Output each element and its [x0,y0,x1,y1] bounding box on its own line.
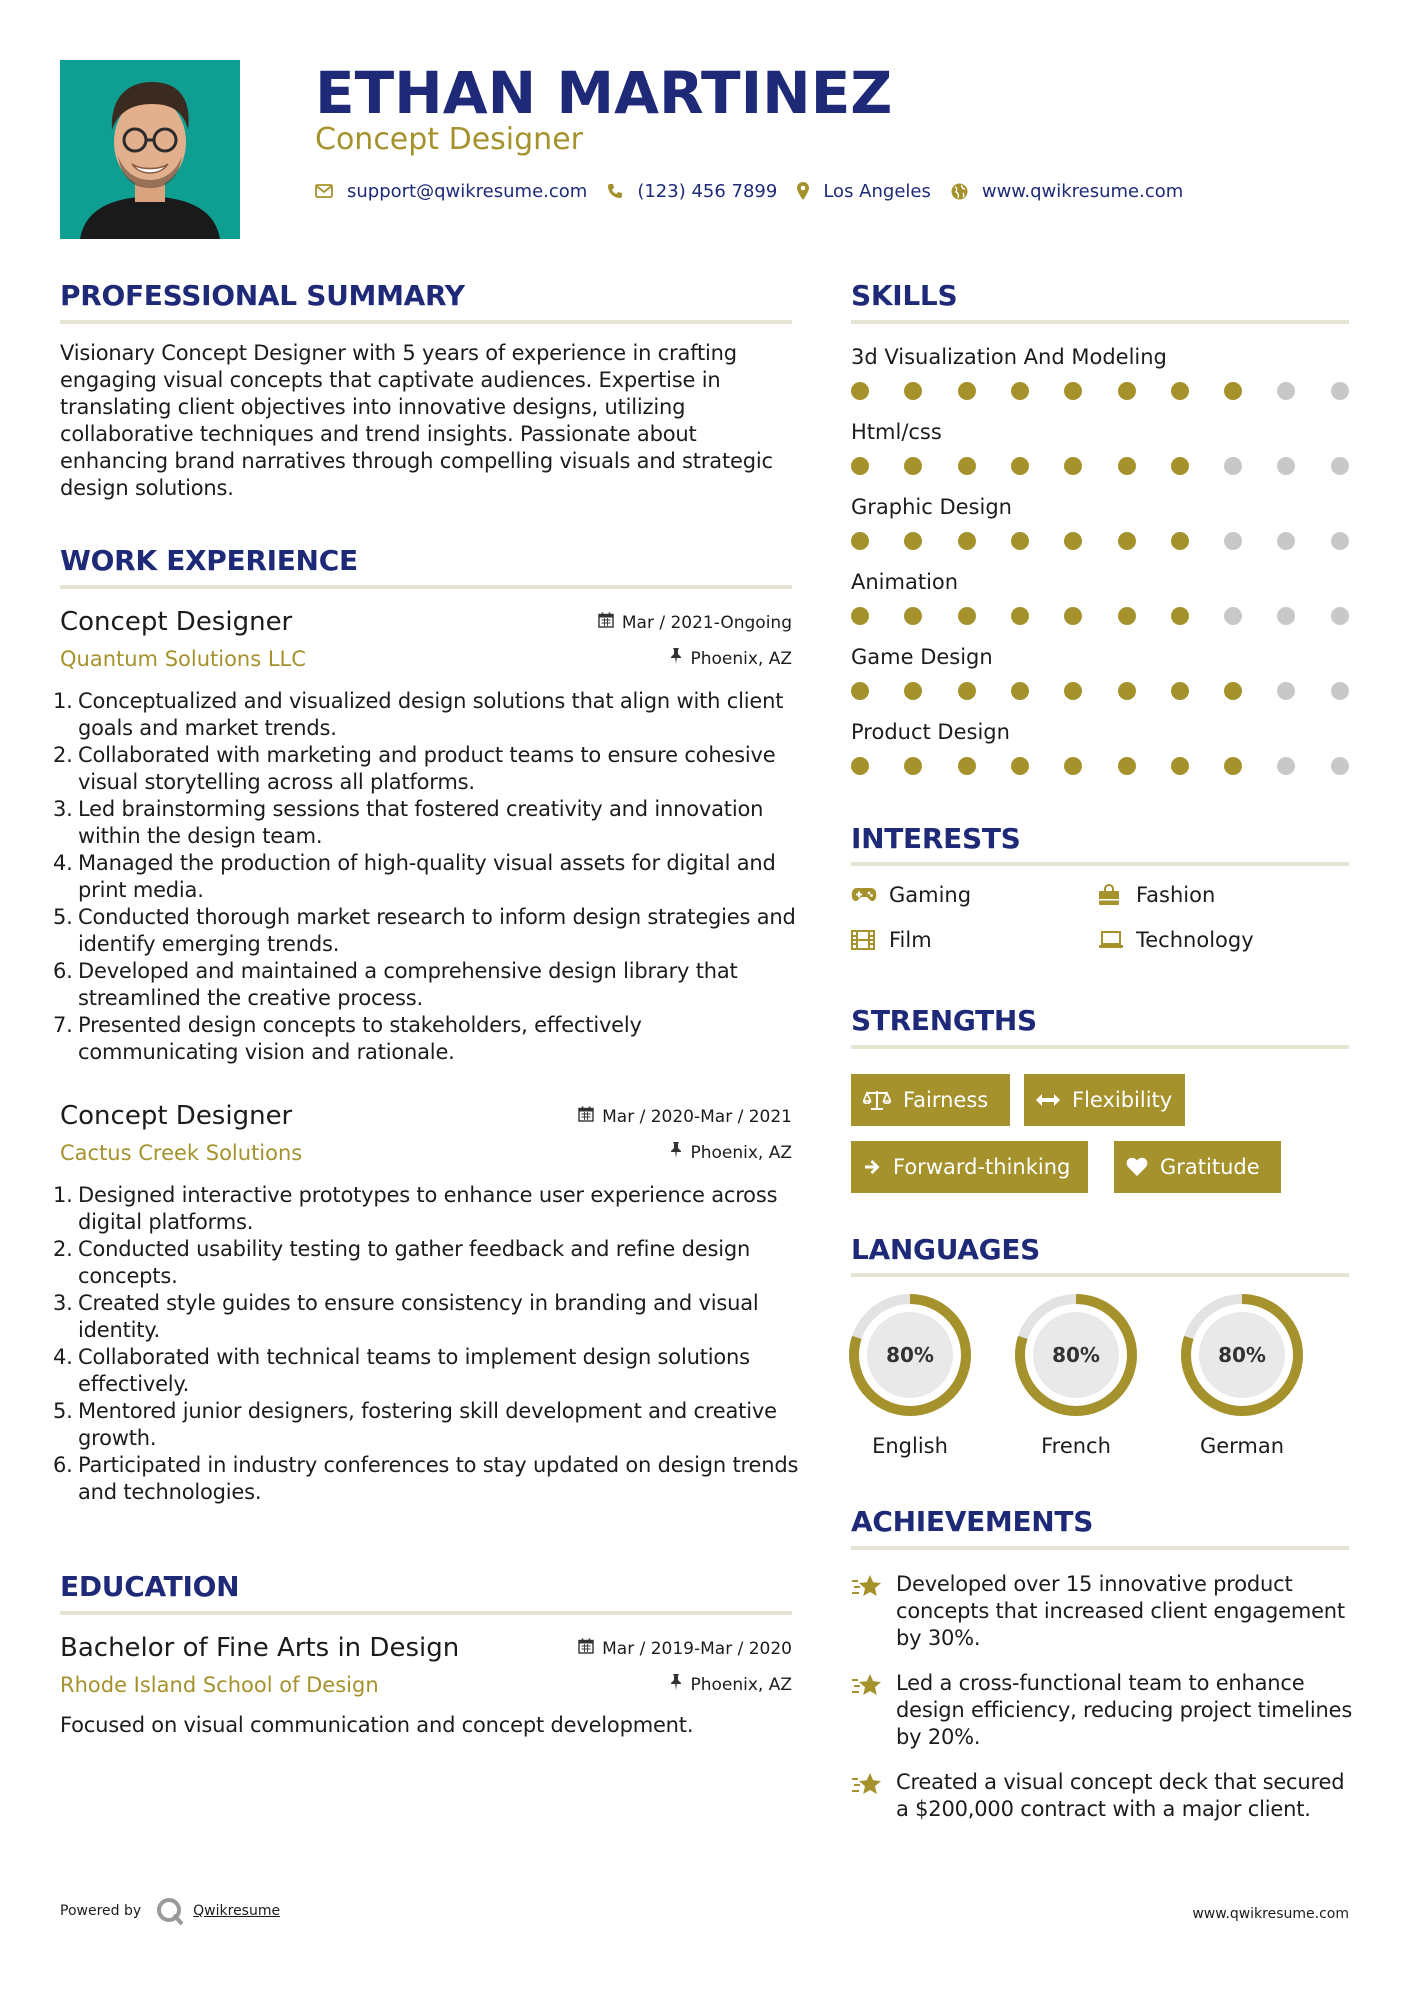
film-icon [851,930,877,950]
job-date: Mar / 2021-Ongoing [598,612,792,633]
rating-dot-filled [1011,382,1029,400]
skill-rating [851,607,1351,625]
list-item: 3. Led brainstorming sessions that fostered creativity and innovation within the design team. [53,797,764,848]
star-award-icon [851,1771,883,1799]
language-percent: 80% [1218,1343,1266,1367]
rating-dot-empty [1331,757,1349,775]
job-entry [53,1100,799,1520]
phone-text: (123) 456 7899 [637,180,778,202]
heart-icon [1126,1157,1148,1177]
language-item [849,1294,971,1458]
rating-dot-filled [1064,757,1082,775]
star-award-icon [851,1672,883,1700]
skill-rating [851,682,1351,700]
shopping-bag-icon [1098,884,1124,906]
arrow-right-icon [863,1158,881,1176]
section-title-achievements: ACHIEVEMENTS [851,1505,1094,1538]
rating-dot-filled [851,607,869,625]
skill-name: Html/css [851,420,942,444]
balance-scale-icon [863,1089,891,1111]
section-title-strengths: STRENGTHS [851,1004,1037,1037]
language-item [1181,1294,1303,1458]
candidate-title: Concept Designer [315,122,583,157]
section-title-experience: WORK EXPERIENCE [60,544,358,577]
language-name: English [872,1434,948,1458]
skill-rating [851,457,1351,475]
rating-dot-filled [904,757,922,775]
rating-dot-filled [1011,457,1029,475]
rating-dot-filled [958,757,976,775]
degree: Bachelor of Fine Arts in Design [60,1633,460,1663]
section-title-interests: INTERESTS [851,822,1021,855]
education-description: Focused on visual communication and concept development. [60,1713,694,1737]
rating-dot-filled [904,532,922,550]
interest-item: Gaming [851,883,971,907]
website-text: www.qwikresume.com [981,180,1184,202]
strength-chip: Fairness [851,1074,1010,1126]
job-location: Phoenix, AZ [670,648,792,669]
skill-name: Game Design [851,645,993,669]
section-title-education: EDUCATION [60,1570,240,1603]
language-name: French [1041,1434,1111,1458]
rating-dot-filled [1118,457,1136,475]
rating-dot-filled [1171,457,1189,475]
list-item: 1. Designed interactive prototypes to enhance user experience across digital platforms. [53,1183,778,1234]
rating-dot-filled [851,382,869,400]
skill-rating [851,757,1351,775]
arrows-horizontal-icon [1036,1093,1060,1107]
rating-dot-empty [1331,457,1349,475]
education-date: Mar / 2019-Mar / 2020 [578,1638,792,1659]
rating-dot-empty [1277,382,1295,400]
skill-name: Graphic Design [851,495,1012,519]
phone-icon [607,183,623,199]
rating-dot-filled [851,682,869,700]
achievement-item [851,1670,1351,1754]
achievement-text: Developed over 15 innovative product concepts that increased client engagement by 30%. [896,1572,1345,1650]
language-progress-ring [849,1294,971,1416]
rating-dot-filled [958,532,976,550]
rating-dot-filled [1224,757,1242,775]
rating-dot-filled [1011,532,1029,550]
job-entry [53,606,796,1076]
rating-dot-filled [1064,607,1082,625]
qwikresume-logo-icon [155,1896,185,1926]
section-divider [851,862,1349,866]
gamepad-icon [851,887,877,903]
section-divider [851,1045,1349,1049]
rating-dot-filled [1171,757,1189,775]
contact-location [797,181,931,202]
school: Rhode Island School of Design [60,1673,379,1697]
list-item: 7. Presented design concepts to stakeholders, effectively communicating vision and rationale. [53,1013,642,1064]
strength-chip: Forward-thinking [851,1141,1088,1193]
section-divider [60,1611,792,1615]
rating-dot-empty [1224,532,1242,550]
rating-dot-empty [1224,457,1242,475]
rating-dot-filled [1118,532,1136,550]
rating-dot-filled [851,457,869,475]
rating-dot-filled [851,532,869,550]
skill-rating [851,532,1351,550]
interest-item: Film [851,928,932,952]
section-divider [60,585,792,589]
rating-dot-filled [851,757,869,775]
globe-icon [951,183,968,200]
pushpin-icon [670,1674,682,1695]
section-title-skills: SKILLS [851,279,958,312]
contact-phone[interactable] [607,181,777,202]
rating-dot-filled [904,607,922,625]
list-item: 3. Created style guides to ensure consistency in branding and visual identity. [53,1291,759,1342]
contact-email[interactable] [315,181,587,202]
contact-website[interactable] [951,181,1183,202]
job-company: Cactus Creek Solutions [60,1141,303,1165]
rating-dot-filled [1171,682,1189,700]
section-divider [851,1273,1349,1277]
rating-dot-filled [958,382,976,400]
laptop-icon [1098,931,1124,949]
rating-dot-empty [1224,607,1242,625]
rating-dot-filled [904,457,922,475]
section-divider [60,320,792,324]
rating-dot-filled [904,382,922,400]
education-location: Phoenix, AZ [670,1674,792,1695]
interest-item: Fashion [1098,883,1215,907]
contact-row [315,178,1203,204]
job-bullets [53,688,800,1066]
job-location: Phoenix, AZ [670,1142,792,1163]
list-item: 4. Managed the production of high-quality visual assets for digital and print media. [53,851,776,902]
list-item: 2. Conducted usability testing to gather feedback and refine design concepts. [53,1237,751,1288]
rating-dot-filled [1118,757,1136,775]
powered-by-text: Powered by [60,1903,142,1919]
job-role: Concept Designer [60,1101,293,1131]
rating-dot-filled [1064,532,1082,550]
rating-dot-filled [1011,682,1029,700]
job-date: Mar / 2020-Mar / 2021 [578,1106,792,1127]
achievement-item [851,1769,1351,1853]
education-entry [60,1632,792,1712]
rating-dot-empty [1277,682,1295,700]
rating-dot-filled [1064,382,1082,400]
rating-dot-filled [1064,682,1082,700]
skill-rating [851,382,1351,400]
language-progress-ring [1015,1294,1137,1416]
list-item: 1. Conceptualized and visualized design solutions that align with client goals and market trends. [53,689,784,740]
section-divider [851,320,1349,324]
list-item: 2. Collaborated with marketing and product teams to ensure cohesive visual storytelling across all platforms. [53,743,776,794]
candidate-name: ETHAN MARTINEZ [315,59,893,127]
summary-text: Visionary Concept Designer with 5 years of experience in crafting engaging visual concepts that captivate audiences. Expertise in translating client objectives into innovative designs, utilizing collaborative techniques and trend insights. Passionate about enhancing brand narratives through compelling visuals and strategic design solutions. [60,341,773,500]
rating-dot-filled [1224,382,1242,400]
pushpin-icon [670,1142,682,1163]
section-title-languages: LANGUAGES [851,1233,1041,1266]
calendar-icon [578,1106,594,1127]
rating-dot-empty [1331,607,1349,625]
rating-dot-empty [1331,682,1349,700]
calendar-icon [598,612,614,633]
list-item: 6. Participated in industry conferences to stay updated on design trends and technologies. [53,1453,799,1504]
rating-dot-filled [1224,682,1242,700]
achievement-text: Led a cross-functional team to enhance design efficiency, reducing project timelines by 20%. [896,1671,1353,1749]
brand-link[interactable]: Qwikresume [193,1903,281,1919]
achievement-item [851,1571,1351,1655]
strength-chip: Gratitude [1114,1141,1281,1193]
language-progress-ring [1181,1294,1303,1416]
rating-dot-filled [958,682,976,700]
pushpin-icon [670,648,682,669]
footer-powered-by [60,1896,280,1926]
strength-chip: Flexibility [1024,1074,1185,1126]
interest-item: Technology [1098,928,1254,952]
rating-dot-empty [1277,757,1295,775]
profile-photo [60,60,240,239]
skill-name: Product Design [851,720,1010,744]
rating-dot-filled [958,457,976,475]
rating-dot-filled [1118,682,1136,700]
rating-dot-filled [1171,382,1189,400]
rating-dot-filled [904,682,922,700]
calendar-icon [578,1638,594,1659]
rating-dot-empty [1331,532,1349,550]
language-name: German [1199,1434,1285,1458]
rating-dot-filled [1171,532,1189,550]
section-title-summary: PROFESSIONAL SUMMARY [60,279,465,312]
rating-dot-filled [1171,607,1189,625]
rating-dot-filled [1011,757,1029,775]
envelope-icon [315,184,333,198]
job-company: Quantum Solutions LLC [60,647,306,671]
rating-dot-filled [1011,607,1029,625]
rating-dot-empty [1331,382,1349,400]
rating-dot-empty [1277,457,1295,475]
language-item [1015,1294,1137,1458]
skill-name: 3d Visualization And Modeling [851,345,1167,369]
section-divider [851,1546,1349,1550]
rating-dot-empty [1277,607,1295,625]
star-award-icon [851,1573,883,1601]
list-item: 4. Collaborated with technical teams to implement design solutions effectively. [53,1345,750,1396]
language-percent: 80% [1052,1343,1100,1367]
list-item: 5. Conducted thorough market research to inform design strategies and identify emerging trends. [53,905,796,956]
email-text: support@qwikresume.com [347,180,588,202]
language-percent: 80% [886,1343,934,1367]
rating-dot-filled [1118,607,1136,625]
job-bullets [53,1182,800,1506]
location-text: Los Angeles [823,180,931,202]
footer-website[interactable]: www.qwikresume.com [1192,1906,1349,1922]
job-role: Concept Designer [60,607,293,637]
rating-dot-empty [1277,532,1295,550]
skill-name: Animation [851,570,959,594]
rating-dot-filled [1064,457,1082,475]
achievement-text: Created a visual concept deck that secured a $200,000 contract with a major client. [896,1770,1345,1821]
list-item: 5. Mentored junior designers, fostering skill development and creative growth. [53,1399,777,1450]
rating-dot-filled [1118,382,1136,400]
rating-dot-filled [958,607,976,625]
map-marker-icon [797,182,809,200]
list-item: 6. Developed and maintained a comprehensive design library that streamlined the creative process. [53,959,738,1010]
